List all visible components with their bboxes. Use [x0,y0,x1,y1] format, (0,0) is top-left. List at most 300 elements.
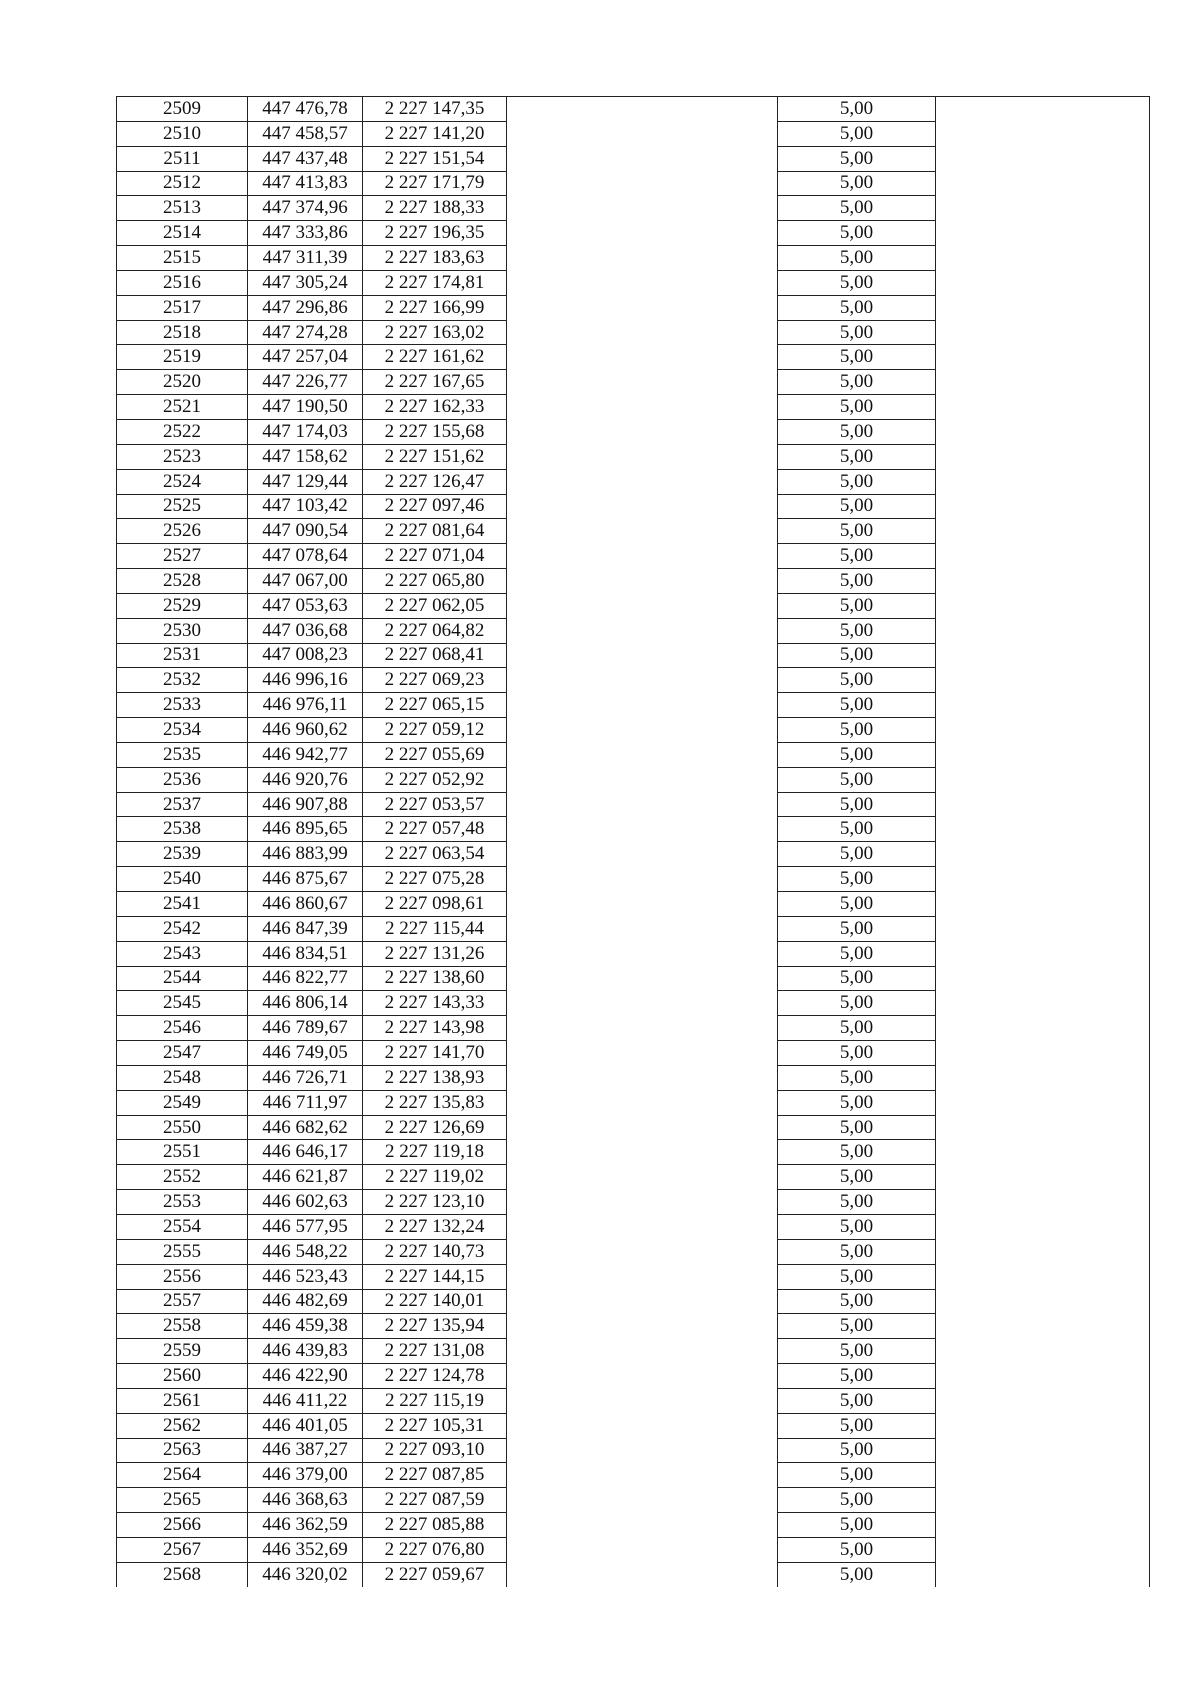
blank-cell [936,1513,1150,1538]
y-coordinate-cell: 2 227 069,23 [363,668,507,693]
x-coordinate-cell: 446 749,05 [248,1041,363,1066]
y-coordinate-cell: 2 227 064,82 [363,618,507,643]
blank-cell [936,221,1150,246]
table-row [117,246,1150,271]
y-coordinate-cell: 2 227 081,64 [363,519,507,544]
y-coordinate-cell: 2 227 161,62 [363,345,507,370]
x-coordinate-cell: 446 401,05 [248,1413,363,1438]
point-number-cell: 2563 [117,1438,248,1463]
blank-cell [936,1090,1150,1115]
point-number-cell: 2543 [117,941,248,966]
point-number-cell: 2547 [117,1041,248,1066]
value-cell: 5,00 [778,718,936,743]
y-coordinate-cell: 2 227 143,33 [363,991,507,1016]
y-coordinate-cell: 2 227 124,78 [363,1364,507,1389]
value-cell: 5,00 [778,320,936,345]
y-coordinate-cell: 2 227 105,31 [363,1413,507,1438]
y-coordinate-cell: 2 227 119,18 [363,1140,507,1165]
x-coordinate-cell: 446 907,88 [248,792,363,817]
x-coordinate-cell: 447 078,64 [248,544,363,569]
point-number-cell: 2555 [117,1239,248,1264]
point-number-cell: 2537 [117,792,248,817]
table-row [117,1016,1150,1041]
value-cell: 5,00 [778,1314,936,1339]
point-number-cell: 2545 [117,991,248,1016]
value-cell: 5,00 [778,1339,936,1364]
y-coordinate-cell: 2 227 098,61 [363,892,507,917]
blank-cell [507,842,778,867]
blank-cell [507,792,778,817]
x-coordinate-cell: 447 053,63 [248,593,363,618]
table-row [117,395,1150,420]
table-row [117,817,1150,842]
table-row [117,544,1150,569]
blank-cell [936,569,1150,594]
x-coordinate-cell: 447 476,78 [248,97,363,122]
y-coordinate-cell: 2 227 062,05 [363,593,507,618]
blank-cell [936,817,1150,842]
blank-cell [936,916,1150,941]
point-number-cell: 2552 [117,1165,248,1190]
x-coordinate-cell: 447 374,96 [248,196,363,221]
y-coordinate-cell: 2 227 144,15 [363,1264,507,1289]
y-coordinate-cell: 2 227 162,33 [363,395,507,420]
table-row [117,1165,1150,1190]
blank-cell [507,1413,778,1438]
blank-cell [936,842,1150,867]
point-number-cell: 2556 [117,1264,248,1289]
x-coordinate-cell: 446 411,22 [248,1388,363,1413]
blank-cell [936,494,1150,519]
blank-cell [936,1214,1150,1239]
blank-cell [507,1314,778,1339]
value-cell: 5,00 [778,295,936,320]
value-cell: 5,00 [778,767,936,792]
point-number-cell: 2529 [117,593,248,618]
x-coordinate-cell: 446 960,62 [248,718,363,743]
value-cell: 5,00 [778,146,936,171]
blank-cell [936,718,1150,743]
y-coordinate-cell: 2 227 138,60 [363,966,507,991]
value-cell: 5,00 [778,1041,936,1066]
y-coordinate-cell: 2 227 115,19 [363,1388,507,1413]
blank-cell [936,1239,1150,1264]
value-cell: 5,00 [778,1488,936,1513]
y-coordinate-cell: 2 227 085,88 [363,1513,507,1538]
point-number-cell: 2518 [117,320,248,345]
point-number-cell: 2511 [117,146,248,171]
blank-cell [936,593,1150,618]
table-row [117,1190,1150,1215]
y-coordinate-cell: 2 227 115,44 [363,916,507,941]
value-cell: 5,00 [778,1065,936,1090]
blank-cell [507,618,778,643]
blank-cell [507,1090,778,1115]
blank-cell [936,1314,1150,1339]
table-row [117,842,1150,867]
point-number-cell: 2531 [117,643,248,668]
y-coordinate-cell: 2 227 057,48 [363,817,507,842]
blank-cell [936,693,1150,718]
table-row [117,718,1150,743]
blank-cell [936,1463,1150,1488]
x-coordinate-cell: 447 296,86 [248,295,363,320]
table-row [117,270,1150,295]
y-coordinate-cell: 2 227 052,92 [363,767,507,792]
blank-cell [507,742,778,767]
value-cell: 5,00 [778,1388,936,1413]
blank-cell [936,469,1150,494]
blank-cell [936,1339,1150,1364]
y-coordinate-cell: 2 227 151,54 [363,146,507,171]
blank-cell [936,196,1150,221]
point-number-cell: 2551 [117,1140,248,1165]
value-cell: 5,00 [778,221,936,246]
blank-cell [936,419,1150,444]
point-number-cell: 2525 [117,494,248,519]
blank-cell [507,121,778,146]
blank-cell [936,1140,1150,1165]
x-coordinate-cell: 447 333,86 [248,221,363,246]
value-cell: 5,00 [778,1364,936,1389]
blank-cell [936,1438,1150,1463]
table-row [117,916,1150,941]
y-coordinate-cell: 2 227 053,57 [363,792,507,817]
blank-cell [507,892,778,917]
y-coordinate-cell: 2 227 151,62 [363,444,507,469]
x-coordinate-cell: 447 257,04 [248,345,363,370]
x-coordinate-cell: 447 158,62 [248,444,363,469]
y-coordinate-cell: 2 227 171,79 [363,171,507,196]
value-cell: 5,00 [778,97,936,122]
point-number-cell: 2532 [117,668,248,693]
x-coordinate-cell: 447 129,44 [248,469,363,494]
blank-cell [507,246,778,271]
table-row [117,295,1150,320]
blank-cell [936,270,1150,295]
y-coordinate-cell: 2 227 147,35 [363,97,507,122]
table-row [117,618,1150,643]
blank-cell [507,1289,778,1314]
value-cell: 5,00 [778,817,936,842]
blank-cell [936,320,1150,345]
x-coordinate-cell: 446 942,77 [248,742,363,767]
point-number-cell: 2521 [117,395,248,420]
x-coordinate-cell: 446 789,67 [248,1016,363,1041]
y-coordinate-cell: 2 227 138,93 [363,1065,507,1090]
table-row [117,1314,1150,1339]
table-row [117,320,1150,345]
y-coordinate-cell: 2 227 140,73 [363,1239,507,1264]
point-number-cell: 2512 [117,171,248,196]
y-coordinate-cell: 2 227 087,59 [363,1488,507,1513]
point-number-cell: 2526 [117,519,248,544]
blank-cell [507,519,778,544]
value-cell: 5,00 [778,867,936,892]
blank-cell [507,1488,778,1513]
y-coordinate-cell: 2 227 068,41 [363,643,507,668]
y-coordinate-cell: 2 227 071,04 [363,544,507,569]
blank-cell [936,1115,1150,1140]
point-number-cell: 2562 [117,1413,248,1438]
point-number-cell: 2567 [117,1537,248,1562]
value-cell: 5,00 [778,1562,936,1586]
blank-cell [507,171,778,196]
blank-cell [936,295,1150,320]
blank-cell [936,444,1150,469]
blank-cell [507,295,778,320]
blank-cell [936,519,1150,544]
point-number-cell: 2539 [117,842,248,867]
table-row [117,1041,1150,1066]
blank-cell [936,171,1150,196]
x-coordinate-cell: 447 008,23 [248,643,363,668]
blank-cell [507,1562,778,1586]
y-coordinate-cell: 2 227 131,08 [363,1339,507,1364]
table-row [117,792,1150,817]
value-cell: 5,00 [778,668,936,693]
x-coordinate-cell: 446 523,43 [248,1264,363,1289]
y-coordinate-cell: 2 227 155,68 [363,419,507,444]
y-coordinate-cell: 2 227 140,01 [363,1289,507,1314]
blank-cell [507,817,778,842]
blank-cell [936,742,1150,767]
x-coordinate-cell: 446 352,69 [248,1537,363,1562]
x-coordinate-cell: 446 834,51 [248,941,363,966]
blank-cell [507,97,778,122]
point-number-cell: 2548 [117,1065,248,1090]
y-coordinate-cell: 2 227 126,47 [363,469,507,494]
value-cell: 5,00 [778,444,936,469]
value-cell: 5,00 [778,792,936,817]
point-number-cell: 2568 [117,1562,248,1586]
point-number-cell: 2520 [117,370,248,395]
point-number-cell: 2560 [117,1364,248,1389]
blank-cell [936,395,1150,420]
y-coordinate-cell: 2 227 059,67 [363,1562,507,1586]
blank-cell [936,618,1150,643]
value-cell: 5,00 [778,1438,936,1463]
blank-cell [507,867,778,892]
y-coordinate-cell: 2 227 135,83 [363,1090,507,1115]
value-cell: 5,00 [778,196,936,221]
point-number-cell: 2565 [117,1488,248,1513]
x-coordinate-cell: 446 883,99 [248,842,363,867]
blank-cell [507,345,778,370]
table-row [117,469,1150,494]
table-row [117,444,1150,469]
value-cell: 5,00 [778,1090,936,1115]
point-number-cell: 2528 [117,569,248,594]
value-cell: 5,00 [778,693,936,718]
table-row [117,1239,1150,1264]
blank-cell [936,121,1150,146]
table-row [117,1140,1150,1165]
y-coordinate-cell: 2 227 119,02 [363,1165,507,1190]
x-coordinate-cell: 447 103,42 [248,494,363,519]
x-coordinate-cell: 446 482,69 [248,1289,363,1314]
value-cell: 5,00 [778,395,936,420]
x-coordinate-cell: 446 726,71 [248,1065,363,1090]
y-coordinate-cell: 2 227 097,46 [363,494,507,519]
y-coordinate-cell: 2 227 167,65 [363,370,507,395]
y-coordinate-cell: 2 227 131,26 [363,941,507,966]
table-row [117,569,1150,594]
table-row [117,519,1150,544]
x-coordinate-cell: 446 577,95 [248,1214,363,1239]
y-coordinate-cell: 2 227 123,10 [363,1190,507,1215]
value-cell: 5,00 [778,519,936,544]
x-coordinate-cell: 447 437,48 [248,146,363,171]
blank-cell [507,966,778,991]
value-cell: 5,00 [778,121,936,146]
blank-cell [507,1388,778,1413]
blank-cell [507,593,778,618]
blank-cell [507,1214,778,1239]
point-number-cell: 2549 [117,1090,248,1115]
x-coordinate-cell: 447 036,68 [248,618,363,643]
point-number-cell: 2550 [117,1115,248,1140]
table-row [117,1562,1150,1586]
table-row [117,966,1150,991]
y-coordinate-cell: 2 227 063,54 [363,842,507,867]
value-cell: 5,00 [778,345,936,370]
table-row [117,1214,1150,1239]
value-cell: 5,00 [778,916,936,941]
x-coordinate-cell: 446 920,76 [248,767,363,792]
value-cell: 5,00 [778,593,936,618]
blank-cell [936,1413,1150,1438]
blank-cell [507,1165,778,1190]
y-coordinate-cell: 2 227 065,15 [363,693,507,718]
x-coordinate-cell: 447 458,57 [248,121,363,146]
blank-cell [507,1364,778,1389]
point-number-cell: 2530 [117,618,248,643]
blank-cell [936,1562,1150,1586]
x-coordinate-cell: 447 413,83 [248,171,363,196]
point-number-cell: 2522 [117,419,248,444]
x-coordinate-cell: 446 548,22 [248,1239,363,1264]
value-cell: 5,00 [778,1264,936,1289]
x-coordinate-cell: 446 362,59 [248,1513,363,1538]
table-row [117,171,1150,196]
blank-cell [936,1289,1150,1314]
table-row [117,991,1150,1016]
table-row [117,1065,1150,1090]
x-coordinate-cell: 446 320,02 [248,1562,363,1586]
point-number-cell: 2533 [117,693,248,718]
x-coordinate-cell: 446 847,39 [248,916,363,941]
blank-cell [507,419,778,444]
value-cell: 5,00 [778,1513,936,1538]
blank-cell [936,1264,1150,1289]
point-number-cell: 2546 [117,1016,248,1041]
point-number-cell: 2542 [117,916,248,941]
blank-cell [507,320,778,345]
y-coordinate-cell: 2 227 132,24 [363,1214,507,1239]
point-number-cell: 2538 [117,817,248,842]
table-row [117,196,1150,221]
value-cell: 5,00 [778,270,936,295]
table-row [117,1289,1150,1314]
value-cell: 5,00 [778,1190,936,1215]
table-row [117,419,1150,444]
y-coordinate-cell: 2 227 141,70 [363,1041,507,1066]
table-row [117,767,1150,792]
blank-cell [507,469,778,494]
point-number-cell: 2540 [117,867,248,892]
point-number-cell: 2554 [117,1214,248,1239]
blank-cell [507,991,778,1016]
x-coordinate-cell: 446 711,97 [248,1090,363,1115]
y-coordinate-cell: 2 227 188,33 [363,196,507,221]
blank-cell [507,1537,778,1562]
table-row [117,97,1150,122]
blank-cell [507,270,778,295]
blank-cell [936,246,1150,271]
point-number-cell: 2558 [117,1314,248,1339]
y-coordinate-cell: 2 227 075,28 [363,867,507,892]
blank-cell [936,867,1150,892]
y-coordinate-cell: 2 227 163,02 [363,320,507,345]
table-row [117,1090,1150,1115]
blank-cell [507,668,778,693]
point-number-cell: 2564 [117,1463,248,1488]
point-number-cell: 2527 [117,544,248,569]
blank-cell [936,1065,1150,1090]
table-row [117,1463,1150,1488]
point-number-cell: 2509 [117,97,248,122]
blank-cell [936,1537,1150,1562]
x-coordinate-cell: 447 311,39 [248,246,363,271]
table-row [117,668,1150,693]
point-number-cell: 2566 [117,1513,248,1538]
x-coordinate-cell: 446 996,16 [248,668,363,693]
x-coordinate-cell: 446 387,27 [248,1438,363,1463]
table-row [117,1513,1150,1538]
value-cell: 5,00 [778,842,936,867]
x-coordinate-cell: 447 226,77 [248,370,363,395]
table-row [117,1488,1150,1513]
table-row [117,1388,1150,1413]
y-coordinate-cell: 2 227 166,99 [363,295,507,320]
x-coordinate-cell: 446 860,67 [248,892,363,917]
x-coordinate-cell: 447 190,50 [248,395,363,420]
blank-cell [507,1438,778,1463]
value-cell: 5,00 [778,941,936,966]
y-coordinate-cell: 2 227 065,80 [363,569,507,594]
y-coordinate-cell: 2 227 126,69 [363,1115,507,1140]
x-coordinate-cell: 446 368,63 [248,1488,363,1513]
blank-cell [507,1115,778,1140]
value-cell: 5,00 [778,370,936,395]
blank-cell [936,1488,1150,1513]
blank-cell [507,767,778,792]
blank-cell [507,196,778,221]
table-row [117,1115,1150,1140]
blank-cell [507,544,778,569]
value-cell: 5,00 [778,419,936,444]
value-cell: 5,00 [778,569,936,594]
x-coordinate-cell: 447 174,03 [248,419,363,444]
x-coordinate-cell: 447 274,28 [248,320,363,345]
value-cell: 5,00 [778,1214,936,1239]
blank-cell [507,395,778,420]
blank-cell [936,1016,1150,1041]
value-cell: 5,00 [778,618,936,643]
table-row [117,1364,1150,1389]
point-number-cell: 2553 [117,1190,248,1215]
